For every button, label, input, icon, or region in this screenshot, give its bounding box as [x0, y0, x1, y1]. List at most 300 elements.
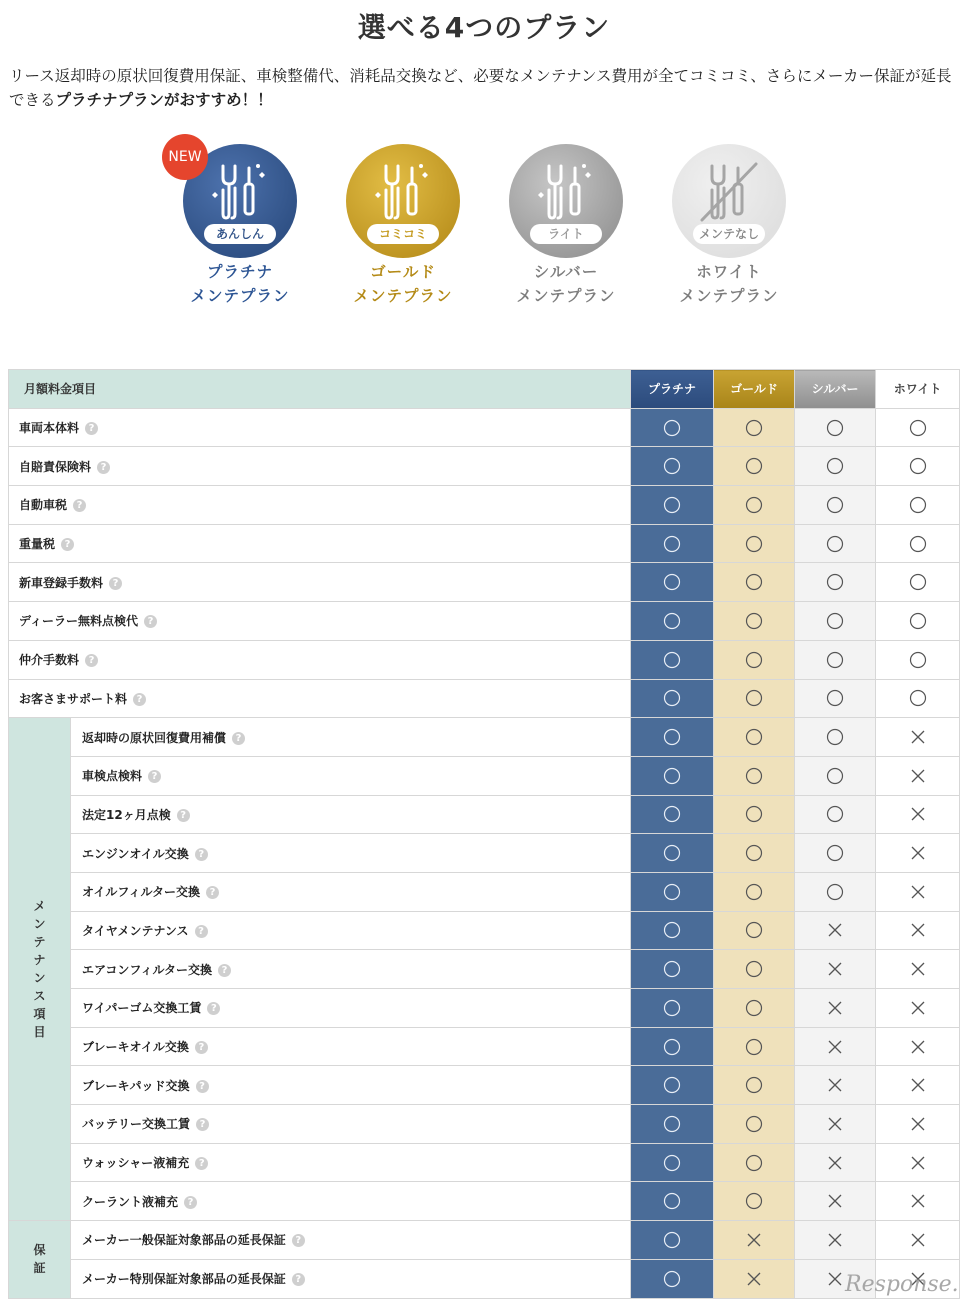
cross-mark-icon — [909, 999, 927, 1017]
cell-gold — [714, 756, 795, 795]
cell-white — [876, 718, 960, 757]
circle-mark-icon — [745, 651, 763, 669]
row-label-text: タイヤメンテナンス — [82, 923, 189, 938]
cell-silver — [795, 911, 876, 950]
circle-mark-icon — [909, 573, 927, 591]
cell-white — [876, 524, 960, 563]
help-icon[interactable]: ? — [85, 422, 98, 435]
cell-platinum — [631, 524, 714, 563]
cell-white — [876, 911, 960, 950]
cross-mark-icon — [826, 1270, 844, 1288]
help-icon[interactable]: ? — [73, 499, 86, 512]
cell-gold — [714, 872, 795, 911]
cell-silver — [795, 950, 876, 989]
cell-gold — [714, 602, 795, 641]
row-label-text: 返却時の原状回復費用補償 — [82, 730, 227, 745]
circle-mark-icon — [909, 689, 927, 707]
circle-mark-icon — [663, 844, 681, 862]
circle-mark-icon — [826, 767, 844, 785]
circle-mark-icon — [826, 496, 844, 514]
cross-mark-icon — [826, 1231, 844, 1249]
circle-mark-icon — [663, 651, 681, 669]
row-label — [9, 447, 631, 486]
help-icon[interactable]: ? — [85, 654, 98, 667]
cell-platinum — [631, 1221, 714, 1260]
cell-gold — [714, 486, 795, 525]
row-label-text: クーラント液補充 — [82, 1194, 179, 1209]
column-header-white: ホワイト — [876, 370, 960, 409]
plan-badge — [509, 144, 623, 258]
cell-platinum — [631, 679, 714, 718]
row-label — [71, 1027, 631, 1066]
circle-mark-icon — [663, 1231, 681, 1249]
plan-name-line2: メンテプラン — [190, 287, 290, 305]
circle-mark-icon — [745, 728, 763, 746]
circle-mark-icon — [909, 651, 927, 669]
table-row — [9, 1221, 960, 1260]
circle-mark-icon — [826, 419, 844, 437]
cell-silver — [795, 989, 876, 1028]
circle-mark-icon — [663, 767, 681, 785]
cross-mark-icon — [826, 999, 844, 1017]
cell-platinum — [631, 1066, 714, 1105]
circle-mark-icon — [663, 1270, 681, 1288]
row-label — [71, 872, 631, 911]
help-icon[interactable]: ? — [206, 886, 219, 899]
cell-white — [876, 679, 960, 718]
wrench-screwdriver-icon — [694, 158, 764, 228]
cross-mark-icon — [909, 921, 927, 939]
row-label-text: エアコンフィルター交換 — [82, 962, 212, 977]
circle-mark-icon — [826, 535, 844, 553]
cell-white — [876, 1027, 960, 1066]
cell-white — [876, 834, 960, 873]
help-icon[interactable]: ? — [148, 770, 161, 783]
help-icon[interactable]: ? — [196, 1080, 209, 1093]
row-label — [71, 1182, 631, 1221]
help-icon[interactable]: ? — [144, 615, 157, 628]
row-label — [9, 486, 631, 525]
column-header-platinum: プラチナ — [631, 370, 714, 409]
plan-option-platinum[interactable] — [165, 138, 315, 308]
circle-mark-icon — [745, 1115, 763, 1133]
circle-mark-icon — [663, 805, 681, 823]
table-row — [9, 1143, 960, 1182]
cell-platinum — [631, 563, 714, 602]
row-label-text: 重量税 — [19, 537, 56, 552]
circle-mark-icon — [745, 805, 763, 823]
row-label-text: 仲介手数料 — [19, 653, 80, 668]
new-badge: NEW — [162, 134, 208, 180]
circle-mark-icon — [663, 999, 681, 1017]
plan-badge — [672, 144, 786, 258]
table-row — [9, 524, 960, 563]
circle-mark-icon — [745, 921, 763, 939]
circle-mark-icon — [663, 883, 681, 901]
row-label-text: ウォッシャー液補充 — [82, 1156, 190, 1171]
table-row — [9, 408, 960, 447]
cross-mark-icon — [826, 1154, 844, 1172]
cell-gold — [714, 1027, 795, 1066]
circle-mark-icon — [663, 612, 681, 630]
row-label-text: エンジンオイル交換 — [82, 846, 189, 861]
plan-selector — [170, 138, 810, 308]
cell-platinum — [631, 1027, 714, 1066]
circle-mark-icon — [745, 573, 763, 591]
plan-name-line2: メンテプラン — [516, 287, 616, 305]
cell-silver — [795, 408, 876, 447]
table-row — [9, 563, 960, 602]
plan-name-line1: シルバー — [533, 263, 599, 281]
cell-gold — [714, 679, 795, 718]
column-header-silver: シルバー — [795, 370, 876, 409]
plan-tag: あんしん — [204, 224, 276, 244]
cell-gold — [714, 640, 795, 679]
cell-silver — [795, 1143, 876, 1182]
row-label-text: 車両本体料 — [19, 421, 80, 436]
table-header-label: 月額料金項目 — [9, 370, 631, 409]
table-row — [9, 834, 960, 873]
table-row — [9, 679, 960, 718]
cross-mark-icon — [909, 728, 927, 746]
cross-mark-icon — [909, 1192, 927, 1210]
plan-badge — [346, 144, 460, 258]
cell-gold — [714, 911, 795, 950]
plan-description — [9, 64, 959, 112]
circle-mark-icon — [909, 535, 927, 553]
plan-name — [491, 260, 641, 308]
cell-white — [876, 989, 960, 1028]
cell-white — [876, 872, 960, 911]
cell-platinum — [631, 1105, 714, 1144]
plan-name-line1: プラチナ — [206, 263, 273, 281]
circle-mark-icon — [826, 573, 844, 591]
circle-mark-icon — [745, 844, 763, 862]
circle-mark-icon — [663, 1038, 681, 1056]
cross-mark-icon — [909, 1115, 927, 1133]
cross-mark-icon — [909, 960, 927, 978]
cell-silver — [795, 795, 876, 834]
circle-mark-icon — [663, 1115, 681, 1133]
cell-gold — [714, 834, 795, 873]
group-label: 保証 — [9, 1221, 71, 1298]
cell-gold — [714, 447, 795, 486]
cell-gold — [714, 1105, 795, 1144]
cell-white — [876, 1143, 960, 1182]
help-icon[interactable]: ? — [195, 925, 208, 938]
cell-platinum — [631, 640, 714, 679]
cell-white — [876, 1221, 960, 1260]
cell-silver — [795, 1105, 876, 1144]
circle-mark-icon — [826, 689, 844, 707]
cell-silver — [795, 563, 876, 602]
cross-mark-icon — [909, 767, 927, 785]
cell-gold — [714, 718, 795, 757]
row-label — [71, 1259, 631, 1298]
row-label-text: オイルフィルター交換 — [82, 885, 200, 900]
table-row — [9, 447, 960, 486]
cell-gold — [714, 408, 795, 447]
row-label — [71, 756, 631, 795]
cell-white — [876, 640, 960, 679]
circle-mark-icon — [826, 805, 844, 823]
circle-mark-icon — [745, 419, 763, 437]
cross-mark-icon — [826, 1115, 844, 1133]
cell-white — [876, 1105, 960, 1144]
cell-gold — [714, 524, 795, 563]
table-row — [9, 1182, 960, 1221]
cell-white — [876, 950, 960, 989]
help-icon[interactable]: ? — [177, 809, 190, 822]
table-row — [9, 486, 960, 525]
table-row — [9, 989, 960, 1028]
cell-silver — [795, 1221, 876, 1260]
cell-gold — [714, 1066, 795, 1105]
cell-white — [876, 602, 960, 641]
cell-gold — [714, 795, 795, 834]
circle-mark-icon — [663, 1192, 681, 1210]
row-label — [9, 602, 631, 641]
cell-platinum — [631, 872, 714, 911]
circle-mark-icon — [663, 960, 681, 978]
cell-silver — [795, 524, 876, 563]
cell-white — [876, 447, 960, 486]
table-row — [9, 602, 960, 641]
cell-gold — [714, 1221, 795, 1260]
help-icon[interactable]: ? — [196, 1118, 209, 1131]
cell-gold — [714, 1259, 795, 1298]
row-label — [71, 1105, 631, 1144]
help-icon[interactable]: ? — [195, 1157, 208, 1170]
cell-silver — [795, 679, 876, 718]
cell-platinum — [631, 486, 714, 525]
table-row — [9, 950, 960, 989]
help-icon[interactable]: ? — [184, 1196, 197, 1209]
wrench-screwdriver-icon — [368, 158, 438, 228]
plan-tag: ライト — [530, 224, 602, 244]
cell-silver — [795, 718, 876, 757]
cell-white — [876, 1182, 960, 1221]
wrench-screwdriver-icon — [531, 158, 601, 228]
circle-mark-icon — [745, 496, 763, 514]
description-emphasis: プラチナプランがおすすめ！！ — [55, 91, 273, 109]
plan-name — [654, 260, 804, 308]
row-label — [71, 718, 631, 757]
cell-white — [876, 756, 960, 795]
row-label-text: 車検点検料 — [82, 769, 143, 784]
cross-mark-icon — [909, 844, 927, 862]
cell-white — [876, 563, 960, 602]
help-icon[interactable]: ? — [195, 848, 208, 861]
plan-name-line2: メンテプラン — [353, 287, 453, 305]
help-icon[interactable]: ? — [218, 964, 231, 977]
cross-mark-icon — [909, 883, 927, 901]
plan-name — [328, 260, 478, 308]
circle-mark-icon — [745, 689, 763, 707]
row-label — [9, 408, 631, 447]
table-row — [9, 1105, 960, 1144]
row-label — [71, 989, 631, 1028]
help-icon[interactable]: ? — [207, 1002, 220, 1015]
plan-comparison-table — [8, 369, 960, 1299]
cell-gold — [714, 989, 795, 1028]
row-label-text: ディーラー無料点検代 — [19, 614, 139, 629]
help-icon[interactable]: ? — [195, 1041, 208, 1054]
cell-silver — [795, 834, 876, 873]
table-row — [9, 795, 960, 834]
table-header-row — [9, 370, 960, 409]
cross-mark-icon — [909, 805, 927, 823]
cross-mark-icon — [909, 1076, 927, 1094]
row-label-text: ブレーキオイル交換 — [82, 1040, 189, 1055]
circle-mark-icon — [663, 496, 681, 514]
plan-name-line2: メンテプラン — [679, 287, 779, 305]
row-label — [9, 679, 631, 718]
row-label — [71, 795, 631, 834]
circle-mark-icon — [745, 457, 763, 475]
plan-name-line1: ホワイト — [696, 263, 762, 281]
circle-mark-icon — [663, 419, 681, 437]
cell-silver — [795, 1066, 876, 1105]
circle-mark-icon — [826, 651, 844, 669]
circle-mark-icon — [826, 457, 844, 475]
row-label-text: 自動車税 — [19, 498, 68, 513]
help-icon[interactable]: ? — [232, 732, 245, 745]
cell-platinum — [631, 795, 714, 834]
cell-platinum — [631, 1259, 714, 1298]
cell-platinum — [631, 1143, 714, 1182]
table-row — [9, 1259, 960, 1298]
watermark-logo: Response. — [845, 1272, 959, 1297]
cell-platinum — [631, 989, 714, 1028]
cell-white — [876, 1066, 960, 1105]
cell-platinum — [631, 447, 714, 486]
circle-mark-icon — [745, 1192, 763, 1210]
cell-platinum — [631, 408, 714, 447]
plan-option-gold[interactable] — [328, 138, 478, 308]
circle-mark-icon — [663, 921, 681, 939]
cross-mark-icon — [909, 1154, 927, 1172]
circle-mark-icon — [826, 844, 844, 862]
cell-platinum — [631, 756, 714, 795]
circle-mark-icon — [745, 960, 763, 978]
cell-platinum — [631, 834, 714, 873]
cross-mark-icon — [826, 1192, 844, 1210]
row-label-text: 法定12ヶ月点検 — [82, 807, 171, 822]
plan-name — [165, 260, 315, 308]
circle-mark-icon — [745, 767, 763, 785]
circle-mark-icon — [663, 573, 681, 591]
cell-white — [876, 408, 960, 447]
table-row — [9, 872, 960, 911]
row-label-text: バッテリー交換工賃 — [82, 1117, 191, 1132]
cell-white — [876, 795, 960, 834]
cell-silver — [795, 1027, 876, 1066]
circle-mark-icon — [663, 1154, 681, 1172]
row-label-text: メーカー特別保証対象部品の延長保証 — [82, 1272, 286, 1287]
cell-platinum — [631, 718, 714, 757]
cross-mark-icon — [826, 960, 844, 978]
circle-mark-icon — [745, 999, 763, 1017]
row-label — [9, 524, 631, 563]
circle-mark-icon — [745, 883, 763, 901]
cross-mark-icon — [745, 1270, 763, 1288]
cross-mark-icon — [909, 1038, 927, 1056]
circle-mark-icon — [909, 457, 927, 475]
description-text: リース返却時の原状回復費用保証、車検整備代、消耗品交換など、必要なメンテナンス費用が全てコミコミ、さらにメーカー保証が延長できる — [9, 67, 952, 109]
plan-tag: コミコミ — [367, 224, 439, 244]
cross-mark-icon — [909, 1231, 927, 1249]
row-label-text: ワイパーゴム交換工賃 — [82, 1001, 202, 1016]
row-label-text: お客さまサポート料 — [19, 691, 128, 706]
circle-mark-icon — [745, 535, 763, 553]
row-label-text: ブレーキパッド交換 — [82, 1078, 190, 1093]
cell-gold — [714, 1143, 795, 1182]
circle-mark-icon — [663, 457, 681, 475]
help-icon[interactable]: ? — [133, 693, 146, 706]
cell-silver — [795, 640, 876, 679]
row-label — [71, 1221, 631, 1260]
circle-mark-icon — [663, 535, 681, 553]
cell-gold — [714, 563, 795, 602]
cell-silver — [795, 602, 876, 641]
row-label — [71, 911, 631, 950]
circle-mark-icon — [745, 1076, 763, 1094]
table-row — [9, 1066, 960, 1105]
circle-mark-icon — [745, 612, 763, 630]
help-icon[interactable]: ? — [109, 577, 122, 590]
cell-silver — [795, 872, 876, 911]
table-row — [9, 911, 960, 950]
circle-mark-icon — [663, 689, 681, 707]
row-label-text: 新車登録手数料 — [19, 575, 104, 590]
circle-mark-icon — [745, 1154, 763, 1172]
circle-mark-icon — [826, 883, 844, 901]
cell-platinum — [631, 1182, 714, 1221]
page-title: 選べる4つのプラン — [357, 11, 611, 44]
help-icon[interactable]: ? — [292, 1273, 305, 1286]
cell-silver — [795, 447, 876, 486]
cell-silver — [795, 486, 876, 525]
circle-mark-icon — [909, 612, 927, 630]
plan-option-white[interactable] — [654, 138, 804, 308]
help-icon[interactable]: ? — [61, 538, 74, 551]
table-row — [9, 640, 960, 679]
cell-white — [876, 486, 960, 525]
plan-name-line1: ゴールド — [370, 263, 436, 281]
row-label — [71, 950, 631, 989]
plan-tag: メンテなし — [693, 224, 765, 244]
row-label — [9, 640, 631, 679]
cross-mark-icon — [745, 1231, 763, 1249]
circle-mark-icon — [909, 419, 927, 437]
circle-mark-icon — [663, 1076, 681, 1094]
row-label — [71, 1066, 631, 1105]
help-icon[interactable]: ? — [97, 461, 110, 474]
circle-mark-icon — [909, 496, 927, 514]
cell-silver — [795, 756, 876, 795]
help-icon[interactable]: ? — [292, 1234, 305, 1247]
plan-option-silver[interactable] — [491, 138, 641, 308]
circle-mark-icon — [826, 728, 844, 746]
table-row — [9, 1027, 960, 1066]
cell-gold — [714, 1182, 795, 1221]
wrench-screwdriver-icon — [205, 158, 275, 228]
row-label — [71, 1143, 631, 1182]
cell-gold — [714, 950, 795, 989]
table-row — [9, 718, 960, 757]
cross-mark-icon — [826, 1076, 844, 1094]
